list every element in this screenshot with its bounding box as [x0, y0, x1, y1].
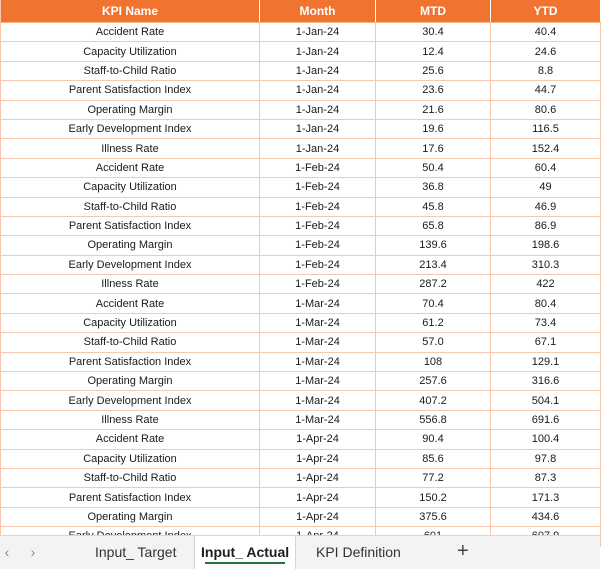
tab-kpi-definition[interactable] — [310, 536, 407, 569]
month-cell[interactable]: 1-Feb-24 — [260, 216, 376, 235]
kpi-name-cell[interactable]: Staff-to-Child Ratio — [1, 468, 260, 487]
table-row — [1, 255, 601, 274]
ytd-cell[interactable]: 80.4 — [491, 294, 601, 313]
mtd-cell[interactable]: 23.6 — [376, 81, 491, 100]
kpi-name-cell[interactable]: Accident Rate — [1, 294, 260, 313]
tab-input-target[interactable] — [89, 536, 182, 569]
mtd-cell[interactable]: 375.6 — [376, 507, 491, 526]
header-mtd[interactable]: MTD — [376, 0, 491, 23]
ytd-cell[interactable]: 60.4 — [491, 158, 601, 177]
kpi-name-cell[interactable]: Parent Satisfaction Index — [1, 488, 260, 507]
table-row — [1, 430, 601, 449]
table-row — [1, 23, 601, 42]
month-cell[interactable]: 1-Feb-24 — [260, 158, 376, 177]
table-row — [1, 488, 601, 507]
kpi-name-cell[interactable]: Capacity Utilization — [1, 178, 260, 197]
month-cell[interactable]: 1-Mar-24 — [260, 410, 376, 429]
month-cell[interactable]: 1-Feb-24 — [260, 178, 376, 197]
mtd-cell[interactable]: 61.2 — [376, 313, 491, 332]
ytd-cell[interactable]: 691.6 — [491, 410, 601, 429]
month-cell[interactable]: 1-Jan-24 — [260, 42, 376, 61]
ytd-cell[interactable]: 152.4 — [491, 139, 601, 158]
table-row — [1, 178, 601, 197]
ytd-cell[interactable]: 46.9 — [491, 197, 601, 216]
table-row — [1, 275, 601, 294]
mtd-cell[interactable]: 77.2 — [376, 468, 491, 487]
table-row — [1, 216, 601, 235]
kpi-name-cell[interactable]: Parent Satisfaction Index — [1, 81, 260, 100]
mtd-cell[interactable]: 17.6 — [376, 139, 491, 158]
table-row — [1, 197, 601, 216]
ytd-cell[interactable]: 129.1 — [491, 352, 601, 371]
table-row — [1, 42, 601, 61]
month-cell[interactable]: 1-Jan-24 — [260, 100, 376, 119]
kpi-name-cell[interactable]: Early Development Index — [1, 255, 260, 274]
month-cell[interactable]: 1-Jan-24 — [260, 23, 376, 42]
mtd-cell[interactable]: 50.4 — [376, 158, 491, 177]
kpi-name-cell[interactable]: Operating Margin — [1, 100, 260, 119]
table-row — [1, 313, 601, 332]
ytd-cell[interactable]: 422 — [491, 275, 601, 294]
ytd-cell[interactable]: 504.1 — [491, 391, 601, 410]
ytd-cell[interactable]: 80.6 — [491, 100, 601, 119]
table-row — [1, 119, 601, 138]
table-row — [1, 100, 601, 119]
month-cell[interactable]: 1-Feb-24 — [260, 197, 376, 216]
kpi-name-cell[interactable]: Capacity Utilization — [1, 313, 260, 332]
mtd-cell[interactable]: 139.6 — [376, 236, 491, 255]
mtd-cell[interactable]: 21.6 — [376, 100, 491, 119]
mtd-cell[interactable]: 90.4 — [376, 430, 491, 449]
month-cell[interactable]: 1-Jan-24 — [260, 119, 376, 138]
ytd-cell[interactable]: 73.4 — [491, 313, 601, 332]
ytd-cell[interactable]: 310.3 — [491, 255, 601, 274]
tab-label: Input_ Target — [95, 544, 177, 560]
kpi-name-cell[interactable]: Staff-to-Child Ratio — [1, 61, 260, 80]
ytd-cell[interactable]: 171.3 — [491, 488, 601, 507]
table-row — [1, 236, 601, 255]
month-cell[interactable]: 1-Feb-24 — [260, 255, 376, 274]
ytd-cell[interactable]: 434.6 — [491, 507, 601, 526]
month-cell[interactable]: 1-Mar-24 — [260, 352, 376, 371]
table-row — [1, 468, 601, 487]
mtd-cell[interactable]: 257.6 — [376, 372, 491, 391]
kpi-name-cell[interactable]: Staff-to-Child Ratio — [1, 333, 260, 352]
table-row — [1, 61, 601, 80]
kpi-name-cell[interactable]: Operating Margin — [1, 372, 260, 391]
mtd-cell[interactable]: 25.6 — [376, 61, 491, 80]
month-cell[interactable]: 1-Mar-24 — [260, 333, 376, 352]
header-ytd[interactable]: YTD — [491, 0, 601, 23]
table-row — [1, 352, 601, 371]
month-cell[interactable]: 1-Feb-24 — [260, 275, 376, 294]
chevron-left-icon[interactable]: ‹ — [4, 544, 10, 560]
ytd-cell[interactable]: 87.3 — [491, 468, 601, 487]
kpi-name-cell[interactable]: Illness Rate — [1, 275, 260, 294]
add-sheet-icon[interactable]: + — [457, 540, 469, 562]
chevron-right-icon[interactable]: › — [30, 544, 36, 560]
header-kpi-name[interactable]: KPI Name — [1, 0, 260, 23]
mtd-cell[interactable]: 556.8 — [376, 410, 491, 429]
kpi-name-cell[interactable]: Illness Rate — [1, 139, 260, 158]
mtd-cell[interactable]: 19.6 — [376, 119, 491, 138]
mtd-cell[interactable]: 65.8 — [376, 216, 491, 235]
mtd-cell[interactable]: 30.4 — [376, 23, 491, 42]
month-cell[interactable]: 1-Jan-24 — [260, 61, 376, 80]
month-cell[interactable]: 1-Apr-24 — [260, 449, 376, 468]
ytd-cell[interactable]: 44.7 — [491, 81, 601, 100]
header-month[interactable]: Month — [260, 0, 376, 23]
mtd-cell[interactable]: 150.2 — [376, 488, 491, 507]
mtd-cell[interactable]: 108 — [376, 352, 491, 371]
kpi-name-cell[interactable]: Early Development Index — [1, 391, 260, 410]
ytd-cell[interactable]: 116.5 — [491, 119, 601, 138]
kpi-name-cell[interactable]: Parent Satisfaction Index — [1, 216, 260, 235]
mtd-cell[interactable]: 57.0 — [376, 333, 491, 352]
mtd-cell[interactable]: 85.6 — [376, 449, 491, 468]
table-row — [1, 139, 601, 158]
month-cell[interactable]: 1-Apr-24 — [260, 430, 376, 449]
table-row — [1, 391, 601, 410]
kpi-name-cell[interactable]: Staff-to-Child Ratio — [1, 197, 260, 216]
ytd-cell[interactable]: 67.1 — [491, 333, 601, 352]
month-cell[interactable]: 1-Apr-24 — [260, 507, 376, 526]
mtd-cell[interactable]: 12.4 — [376, 42, 491, 61]
header-row — [1, 0, 601, 23]
ytd-cell[interactable]: 86.9 — [491, 216, 601, 235]
active-tab-indicator — [205, 562, 285, 564]
mtd-cell[interactable]: 36.8 — [376, 178, 491, 197]
tab-input-actual[interactable] — [194, 536, 296, 569]
mtd-cell[interactable]: 213.4 — [376, 255, 491, 274]
mtd-cell[interactable]: 407.2 — [376, 391, 491, 410]
month-cell[interactable]: 1-Mar-24 — [260, 372, 376, 391]
ytd-cell[interactable]: 40.4 — [491, 23, 601, 42]
kpi-name-cell[interactable]: Parent Satisfaction Index — [1, 352, 260, 371]
month-cell[interactable]: 1-Mar-24 — [260, 294, 376, 313]
sheet-tab-bar — [0, 535, 600, 569]
ytd-cell[interactable]: 97.8 — [491, 449, 601, 468]
mtd-cell[interactable]: 70.4 — [376, 294, 491, 313]
mtd-cell[interactable]: 287.2 — [376, 275, 491, 294]
table-row — [1, 333, 601, 352]
month-cell[interactable]: 1-Mar-24 — [260, 313, 376, 332]
kpi-name-cell[interactable]: Early Development Index — [1, 119, 260, 138]
month-cell[interactable]: 1-Feb-24 — [260, 236, 376, 255]
ytd-cell[interactable]: 49 — [491, 178, 601, 197]
table-row — [1, 294, 601, 313]
month-cell[interactable]: 1-Jan-24 — [260, 139, 376, 158]
tab-label: Input_ Actual — [201, 544, 290, 560]
table-row — [1, 449, 601, 468]
ytd-cell[interactable]: 316.6 — [491, 372, 601, 391]
kpi-name-cell[interactable]: Operating Margin — [1, 236, 260, 255]
month-cell[interactable]: 1-Apr-24 — [260, 468, 376, 487]
ytd-cell[interactable]: 198.6 — [491, 236, 601, 255]
kpi-name-cell[interactable]: Accident Rate — [1, 23, 260, 42]
table-row — [1, 81, 601, 100]
kpi-name-cell[interactable]: Accident Rate — [1, 430, 260, 449]
table-row — [1, 158, 601, 177]
month-cell[interactable]: 1-Apr-24 — [260, 488, 376, 507]
table-row — [1, 507, 601, 526]
month-cell[interactable]: 1-Jan-24 — [260, 81, 376, 100]
ytd-cell[interactable]: 8.8 — [491, 61, 601, 80]
month-cell[interactable]: 1-Mar-24 — [260, 391, 376, 410]
table-row — [1, 372, 601, 391]
ytd-cell[interactable]: 100.4 — [491, 430, 601, 449]
mtd-cell[interactable]: 45.8 — [376, 197, 491, 216]
kpi-name-cell[interactable]: Illness Rate — [1, 410, 260, 429]
kpi-name-cell[interactable]: Operating Margin — [1, 507, 260, 526]
ytd-cell[interactable]: 24.6 — [491, 42, 601, 61]
kpi-name-cell[interactable]: Capacity Utilization — [1, 42, 260, 61]
kpi-name-cell[interactable]: Capacity Utilization — [1, 449, 260, 468]
tab-label: KPI Definition — [316, 544, 401, 560]
table-row — [1, 410, 601, 429]
kpi-name-cell[interactable]: Accident Rate — [1, 158, 260, 177]
